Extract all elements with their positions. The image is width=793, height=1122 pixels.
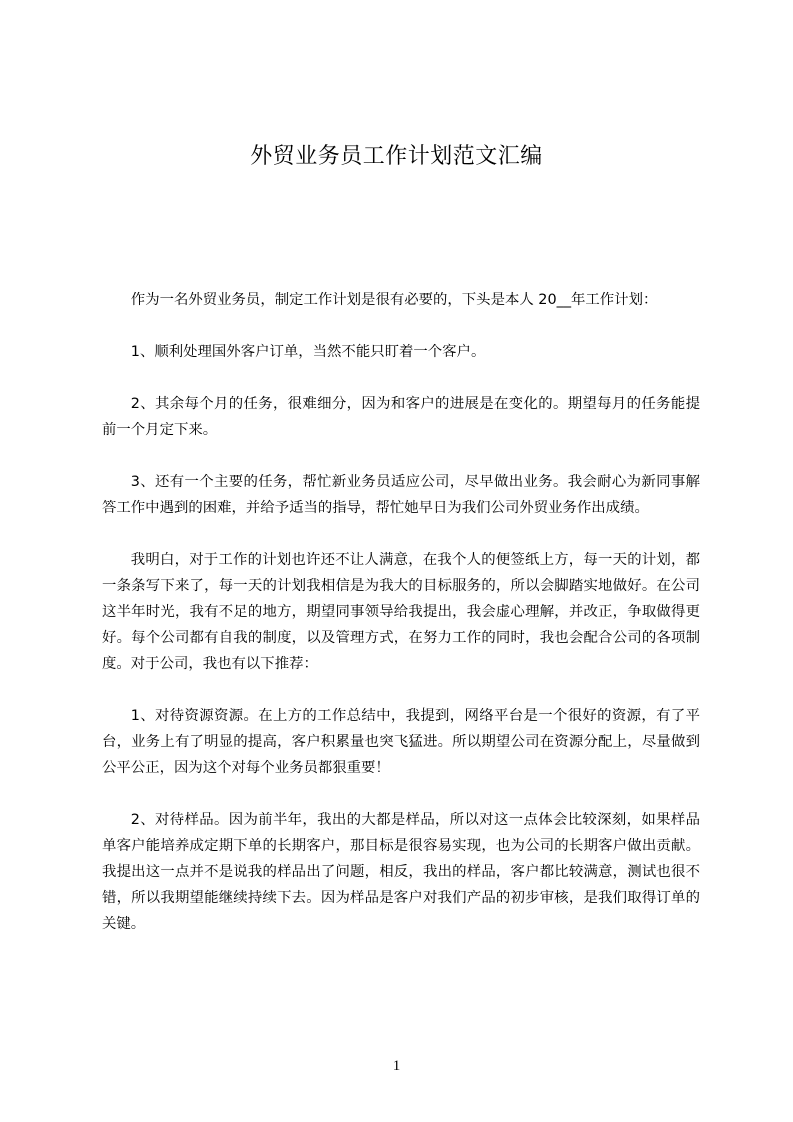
document-title: 外贸业务员工作计划范文汇编 <box>250 144 543 169</box>
paragraph-item-3: 3、还有一个主要的任务，帮忙新业务员适应公司，尽早做出业务。我会耐心为新同事解答工作中遇到的困难，并给予适当的指导，帮忙她早日为我们公司外贸业务作出成绩。 <box>102 474 700 516</box>
paragraph-item-1: 1、顺利处理国外客户订单，当然不能只盯着一个客户。 <box>130 344 486 360</box>
paragraph-suggestion-1: 1、对待资源资源。在上方的工作总结中，我提到，网络平台是一个很好的资源，有了平台，业务上有了明显的提高，客户积累量也突飞猛进。所以期望公司在资源分配上，尽量做到公平公正，因为这个对每个业务员都狠重要！ <box>102 708 700 776</box>
document-body <box>102 287 700 937</box>
paragraph-intro: 作为一名外贸业务员，制定工作计划是很有必要的，下头是本人 20__年工作计划： <box>130 292 658 308</box>
paragraph-item-2: 2、其余每个月的任务，很难细分，因为和客户的进展是在变化的。期望每月的任务能提前一个月定下来。 <box>102 396 700 438</box>
paragraph-suggestion-2: 2、对待样品。因为前半年，我出的大都是样品，所以对这一点体会比较深刻，如果样品单客户能培养成定期下单的长期客户，那目标是很容易实现，也为公司的长期客户做出贡献。我提出这一点并不是说我的样品出了问题，相反，我出的样品，客户都比较满意，测试也很不错，所以我期望能继续持续下去。因为样品是客户对我们产品的初步审核，是我们取得订单的关键。 <box>102 812 700 932</box>
page-number: 1 <box>392 1058 401 1074</box>
paragraph-reflection: 我明白，对于工作的计划也许还不让人满意，在我个人的便签纸上方，每一天的计划，都一条条写下来了，每一天的计划我相信是为我大的目标服务的，所以会脚踏实地做好。在公司这半年时光，我有不足的地方，期望同事领导给我提出，我会虚心理解，并改正，争取做得更好。每个公司都有自我的制度，以及管理方式，在努力工作的同时，我也会配合公司的各项制度。对于公司，我也有以下推荐： <box>102 552 700 672</box>
